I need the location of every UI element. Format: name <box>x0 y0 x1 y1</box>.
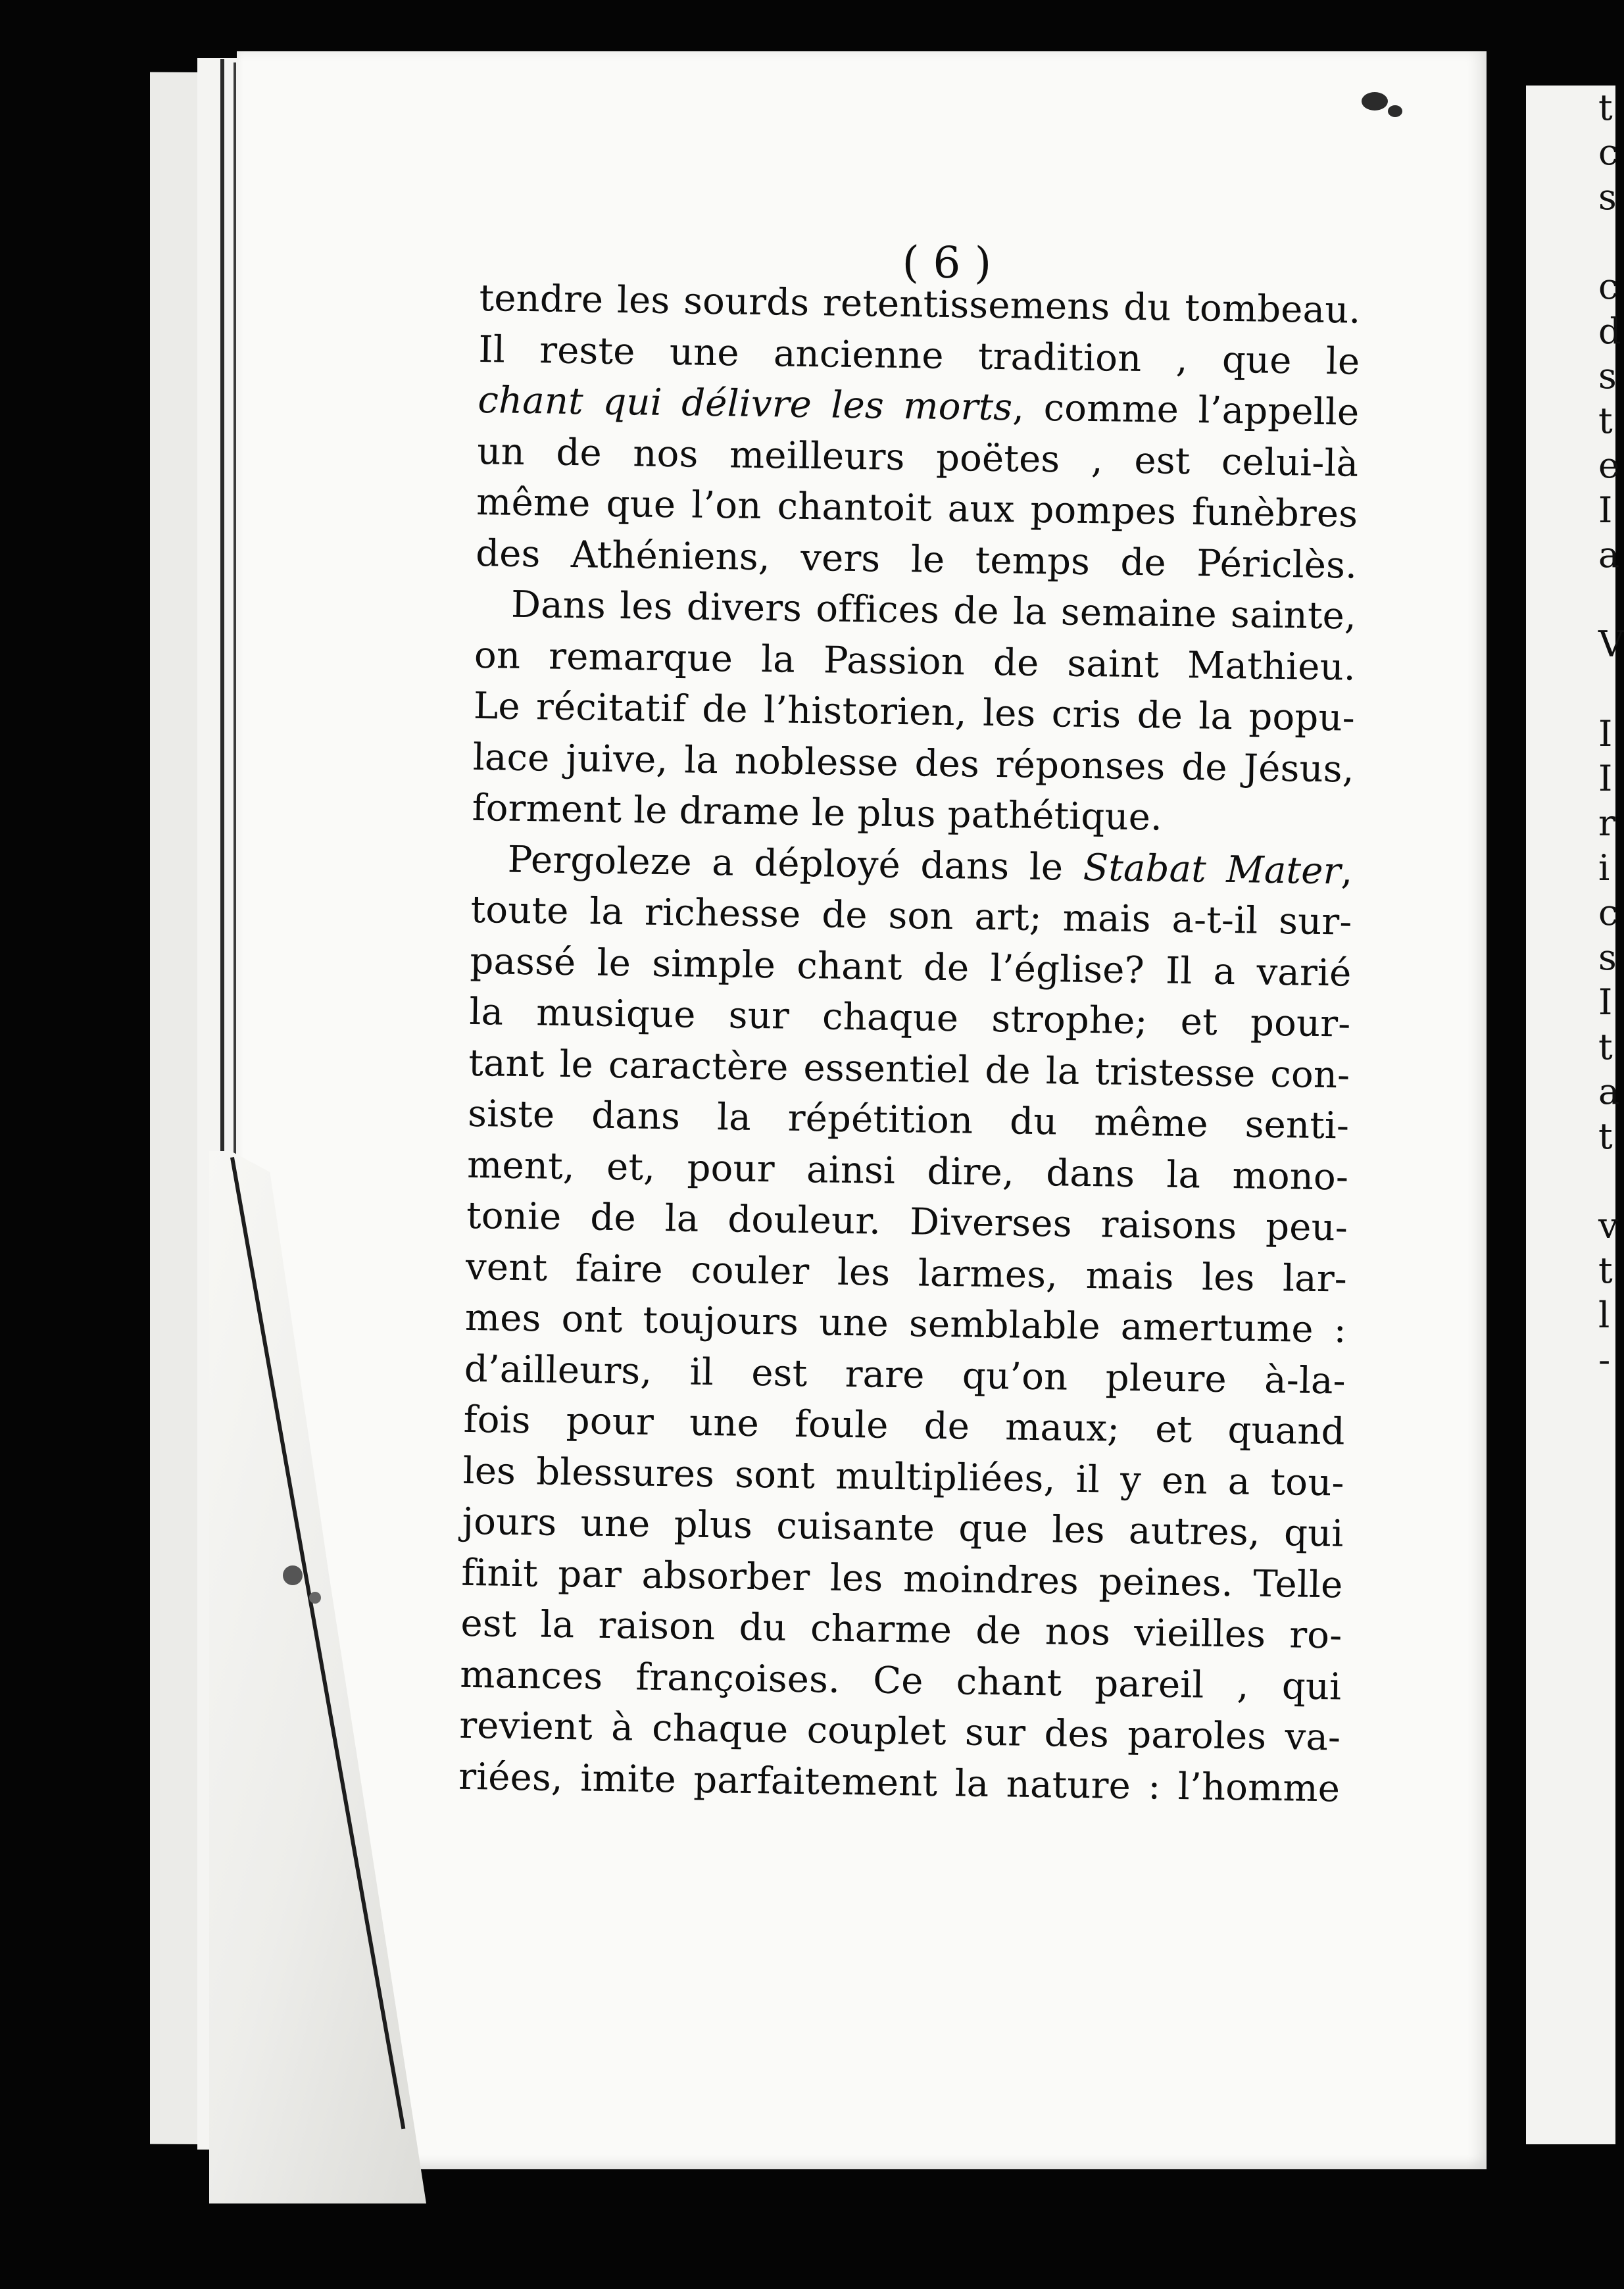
leaf-shadow-line <box>234 62 236 1181</box>
paragraph <box>458 833 1353 1814</box>
next-page-fragment: s <box>1598 355 1617 397</box>
text-line: passé le simple chant de l’église? Il a varié <box>470 939 1352 995</box>
next-page-edge <box>1526 86 1624 2144</box>
next-page-fragment <box>1526 578 1615 622</box>
text-line: forment le drame le plus pathétique. <box>472 786 1163 839</box>
ink-stain <box>1388 105 1402 117</box>
italic-phrase: chant qui délivre les morts <box>478 378 1013 430</box>
text-line: même que l’on chantoit aux pompes funèbres <box>476 480 1358 536</box>
paragraph <box>472 579 1356 846</box>
text-line: la musique sur chaque strophe; et pour- <box>469 990 1351 1046</box>
text-line: Dans les divers offices de la semaine sainte, <box>510 583 1357 638</box>
text-run: Pergoleze a déployé dans le <box>507 838 1084 889</box>
next-page-fragment: s <box>1598 176 1617 218</box>
next-page-fragment: d <box>1598 310 1621 352</box>
next-page-fragment: s <box>1598 937 1617 978</box>
text-line: mes ont toujours une semblable amertume : <box>464 1296 1347 1352</box>
text-line: tendre les sourds retentissemens du tombeau. <box>479 276 1361 332</box>
leaf-shadow-line <box>220 59 224 1164</box>
text-line: lace juive, la noblesse des réponses de Jésus, <box>472 735 1355 791</box>
next-page-fragment: a <box>1598 1071 1620 1112</box>
text-line: jours une plus cuisante que les autres, qui <box>462 1500 1344 1556</box>
next-page-fragment: i <box>1598 847 1610 889</box>
next-page-fragment: t <box>1598 1026 1613 1068</box>
next-page-fragment: e <box>1598 445 1619 486</box>
next-page-fragment: c <box>1598 892 1619 933</box>
next-page-fragment: l <box>1598 1294 1610 1336</box>
text-line: tonie de la douleur. Diverses raisons peu- <box>466 1194 1348 1250</box>
text-run: , <box>1341 849 1354 893</box>
text-line: on remarque la Passion de saint Mathieu. <box>474 633 1356 689</box>
text-line: est la raison du charme de nos vieilles ro- <box>460 1602 1342 1658</box>
text-line: tant le caractère essentiel de la tristesse con- <box>468 1041 1350 1097</box>
italic-title: Stabat Mater <box>1083 846 1342 893</box>
next-page-fragment: c <box>1598 132 1619 173</box>
next-page-fragment: a <box>1598 534 1620 576</box>
next-page-fragment <box>1526 667 1615 712</box>
text-line: vent faire couler les larmes, mais les lar- <box>465 1245 1348 1301</box>
next-page-fragment: I <box>1598 981 1613 1023</box>
foxing-spot <box>309 1592 321 1604</box>
text-line: des Athéniens, vers le temps de Périclès. <box>475 531 1358 587</box>
next-page-fragment: V <box>1598 624 1624 665</box>
text-run: , comme l’appelle <box>1012 386 1360 434</box>
next-page-fragment: c <box>1598 266 1619 307</box>
text-line: mances françoises. Ce chant pareil , qui <box>459 1653 1342 1708</box>
text-line: finit par absorber les moindres peines. Telle <box>461 1551 1343 1607</box>
next-page-fragment <box>1526 1159 1615 1204</box>
text-line: un de nos meilleurs poëtes , est celui-là <box>476 430 1359 485</box>
next-page-fragment: I <box>1598 713 1613 754</box>
next-page-fragment: t <box>1598 87 1613 128</box>
next-page-fragment: t <box>1598 400 1613 441</box>
text-line: d’ailleurs, il est rare qu’on pleure à-la- <box>464 1347 1346 1403</box>
ink-stain <box>1362 92 1388 111</box>
foxing-spot <box>283 1565 303 1585</box>
next-page-fragment: I <box>1598 489 1613 531</box>
text-line: Il reste une ancienne tradition , que le <box>478 328 1360 383</box>
next-page-fragment <box>1526 220 1615 264</box>
text-line: les blessures sont multipliées, il y en a tou- <box>462 1449 1345 1505</box>
paragraph <box>476 273 1361 591</box>
page-text-block <box>458 234 1362 1814</box>
page-number: ( 6 ) <box>902 236 992 289</box>
text-line: Le récitatif de l’historien, les cris de la popu- <box>473 684 1356 740</box>
next-page-fragment: I <box>1598 758 1613 799</box>
next-page-fragment: r <box>1598 802 1615 844</box>
text-line: fois pour une foule de maux; et quand <box>463 1398 1346 1454</box>
text-line: siste dans la répétition du même senti- <box>467 1092 1350 1148</box>
text-line: ment, et, pour ainsi dire, dans la mono- <box>466 1143 1349 1199</box>
next-page-fragment: t <box>1598 1250 1613 1291</box>
next-page-fragment: - <box>1598 1339 1611 1381</box>
next-page-fragment: t <box>1598 1116 1613 1157</box>
text-line: toute la richesse de son art; mais a-t-il sur- <box>470 888 1352 944</box>
next-page-fragment: v <box>1598 1205 1619 1246</box>
text-line: revient à chaque couplet sur des paroles va- <box>458 1704 1341 1760</box>
text-line: riées, imite parfaitement la nature : l’homme <box>458 1755 1341 1810</box>
